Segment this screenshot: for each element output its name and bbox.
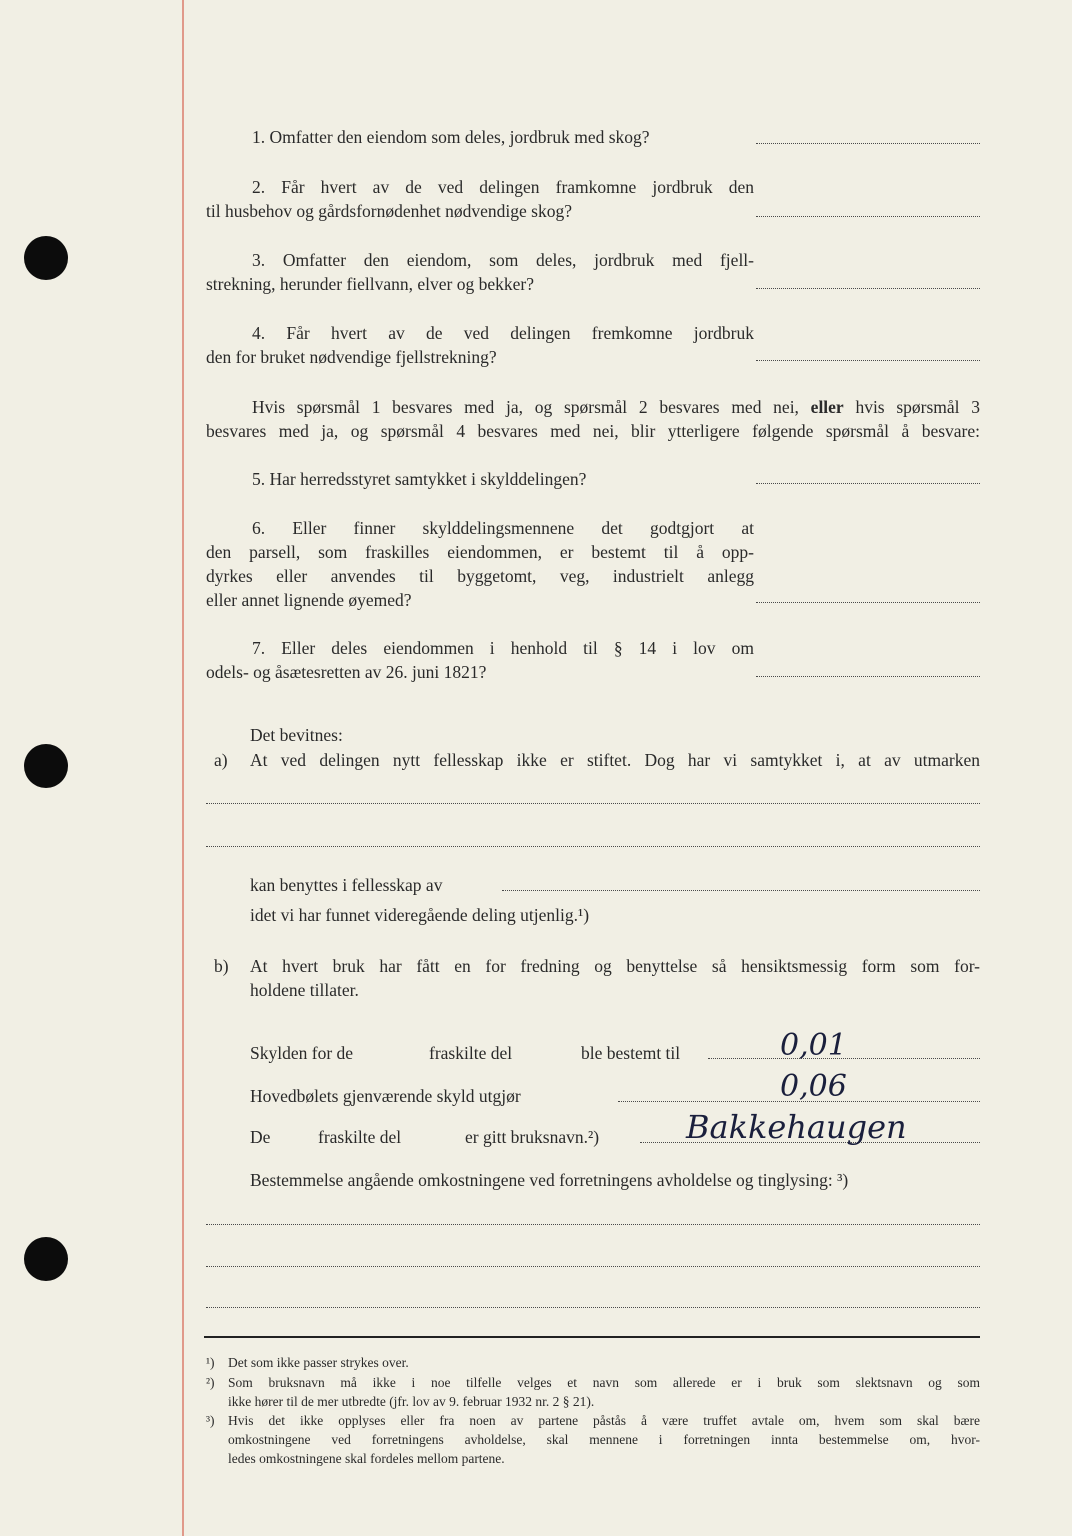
item-b-label: b): [214, 956, 229, 976]
footnote-3-line-1: Hvis det ikke opplyses eller fra noen av partene påstås å være truffet avtale om, hvem som skal bære: [228, 1413, 980, 1428]
question-4-line-2: den for bruket nødvendige fjellstrekning?: [206, 347, 497, 367]
footnote-1-mark: ¹): [206, 1355, 215, 1370]
answer-line-4[interactable]: [756, 360, 980, 361]
footnote-2-line-2: ikke hører til de mer utbredte (jfr. lov av 9. februar 1932 nr. 2 § 21).: [228, 1394, 595, 1409]
question-6-line-1: 6. Eller finner skylddelingsmennene det godtgjort at: [252, 518, 754, 538]
conditional-line-1: Hvis spørsmål 1 besvares med ja, og spørsmål 2 besvares med nei, eller hvis spørsmål 3: [252, 397, 980, 417]
shared-use-line[interactable]: [502, 890, 980, 891]
binder-hole-icon: [24, 1237, 68, 1281]
costs-line-2[interactable]: [206, 1266, 980, 1267]
question-5: 5. Har herredsstyret samtykket i skylddelingen?: [252, 469, 587, 489]
shared-use-label: kan benyttes i fellesskap av: [250, 875, 443, 895]
utmark-line-1[interactable]: [206, 803, 980, 804]
footnote-2-mark: ²): [206, 1375, 215, 1390]
question-7-line-1: 7. Eller deles eiendommen i henhold til § 14 i lov om: [252, 638, 754, 658]
skyld-label-2: fraskilte del: [429, 1043, 513, 1063]
skyld-value-handwritten: 0,01: [780, 1028, 847, 1063]
costs-line-1[interactable]: [206, 1224, 980, 1225]
name-label-3: er gitt bruksnavn.²): [465, 1127, 600, 1147]
item-b-line-2: holdene tillater.: [250, 980, 359, 1000]
binder-hole-icon: [24, 744, 68, 788]
conditional-line-2: besvares med ja, og spørsmål 4 besvares med nei, blir ytterligere følgende spørsmål å besvare:: [206, 421, 980, 441]
bold-eller: eller: [810, 397, 844, 417]
question-2-line-2: til husbehov og gårdsfornødenhet nødvendige skog?: [206, 201, 572, 221]
red-margin-line: [182, 0, 184, 1536]
question-4-line-1: 4. Får hvert av de ved delingen fremkomne jordbruk: [252, 323, 754, 343]
attest-heading: Det bevitnes:: [250, 725, 343, 745]
binder-hole-icon: [24, 236, 68, 280]
main-skyld-value-handwritten: 0,06: [780, 1069, 847, 1104]
footnote-divider: [204, 1336, 980, 1338]
question-6-line-2: den parsell, som fraskilles eiendommen, er bestemt til å opp-: [206, 542, 754, 562]
answer-line-1[interactable]: [756, 143, 980, 144]
question-7-line-2: odels- og åsætesretten av 26. juni 1821?: [206, 662, 487, 682]
answer-line-3[interactable]: [756, 288, 980, 289]
answer-line-5[interactable]: [756, 483, 980, 484]
name-label-2: fraskilte del: [318, 1127, 402, 1147]
main-skyld-label: Hovedbølets gjenværende skyld utgjør: [250, 1086, 521, 1106]
footnote-1: Det som ikke passer strykes over.: [228, 1355, 409, 1370]
footnote-3-line-2: omkostningene ved forretningens avholdelse, skal mennene i forretningen innta bestemmelse om, hvor-: [228, 1432, 980, 1447]
question-3-line-2: strekning, herunder fiellvann, elver og bekker?: [206, 274, 534, 294]
question-1: 1. Omfatter den eiendom som deles, jordbruk med skog?: [252, 127, 650, 147]
reason-text: idet vi har funnet videregående deling utjenlig.¹): [250, 905, 590, 925]
item-b-line-1: At hvert bruk har fått en for fredning og benyttelse så hensiktsmessig form som for-: [250, 956, 980, 976]
question-3-line-1: 3. Omfatter den eiendom, som deles, jordbruk med fjell-: [252, 250, 754, 270]
skyld-label-1: Skylden for de: [250, 1043, 354, 1063]
utmark-line-2[interactable]: [206, 846, 980, 847]
answer-line-6[interactable]: [756, 602, 980, 603]
item-a-label: a): [214, 750, 228, 770]
costs-label: Bestemmelse angående omkostningene ved forretningens avholdelse og tinglysing: ³): [250, 1170, 849, 1190]
answer-line-7[interactable]: [756, 676, 980, 677]
name-value-handwritten: Bakkehaugen: [686, 1108, 907, 1146]
skyld-label-3: ble bestemt til: [581, 1043, 681, 1063]
footnote-3-line-3: ledes omkostningene skal fordeles mellom partene.: [228, 1451, 505, 1466]
item-a-text: At ved delingen nytt fellesskap ikke er stiftet. Dog har vi samtykket i, at av utmarken: [250, 750, 980, 770]
name-label-1: De: [250, 1127, 271, 1147]
costs-line-3[interactable]: [206, 1307, 980, 1308]
question-6-line-3: dyrkes eller anvendes til byggetomt, veg, industrielt anlegg: [206, 566, 754, 586]
answer-line-2[interactable]: [756, 216, 980, 217]
footnote-2-line-1: Som bruksnavn må ikke i noe tilfelle velges et navn som allerede er i bruk som slektsnavn og som: [228, 1375, 980, 1390]
question-2-line-1: 2. Får hvert av de ved delingen framkomne jordbruk den: [252, 177, 754, 197]
footnote-3-mark: ³): [206, 1413, 215, 1428]
question-6-line-4: eller annet lignende øyemed?: [206, 590, 412, 610]
